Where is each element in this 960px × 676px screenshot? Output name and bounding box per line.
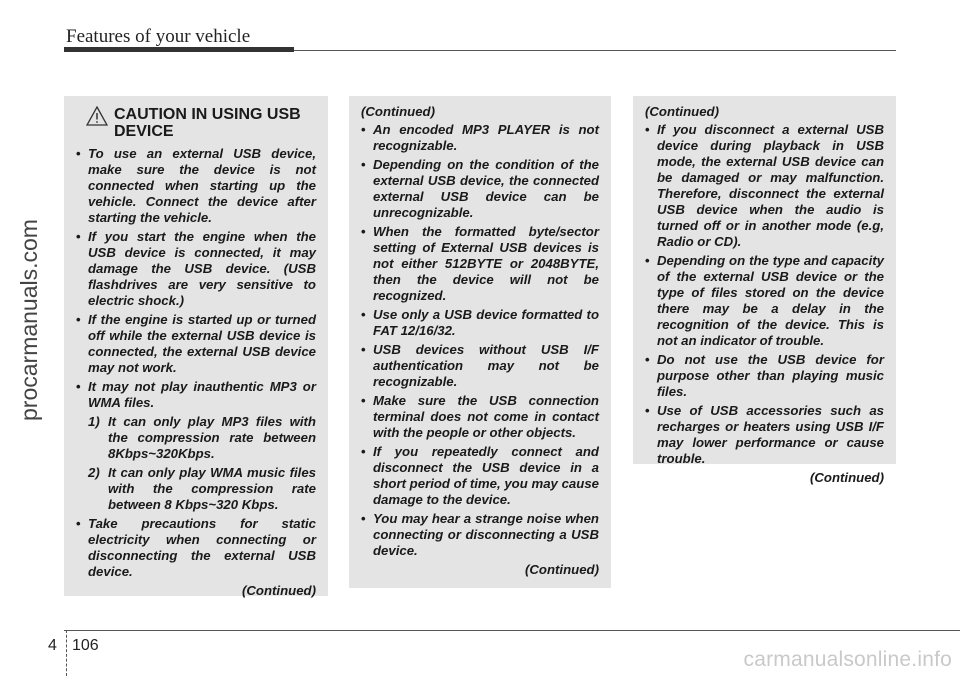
list-item: • Depending on the type and capacity of the external USB device or the type of files stored on the device there may be a delay in the recognition of the device. This is not an indicator of trouble. (645, 253, 884, 349)
caution-box-2 (349, 96, 611, 588)
section-number: 4 (48, 637, 57, 654)
list-item: • You may hear a strange noise when connecting or disconnecting a USB device. (361, 511, 599, 559)
continued-top-label: (Continued) (361, 104, 435, 119)
sub-list-text: It can only play WMA music files with the compression rate between 8 Kbps~320 Kbps. (108, 465, 316, 512)
list-item: • If you start the engine when the USB device is connected, it may damage the USB device. (USB flashdrives are very sensitive to electric shock.) (76, 229, 316, 309)
list-item: • It may not play inauthentic MP3 or WMA files. (76, 379, 316, 411)
caution-list-3 (645, 122, 884, 467)
caution-list-2 (361, 122, 599, 559)
bottom-watermark: carmanualsonline.info (743, 648, 952, 671)
caution-list-1b (76, 516, 316, 580)
footer-rule (64, 630, 960, 631)
sub-list (76, 414, 316, 513)
list-item: • To use an external USB device, make sure the device is not connected when starting up the vehicle. Connect the device after starting the vehicle. (76, 146, 316, 226)
list-item: • Use only a USB device formatted to FAT 12/16/32. (361, 307, 599, 339)
continued-top-label: (Continued) (645, 104, 719, 119)
warning-triangle-icon (86, 106, 108, 126)
list-item: • Make sure the USB connection terminal does not come in contact with the people or other objects. (361, 393, 599, 441)
header-title: Features of your vehicle (66, 26, 251, 47)
page-number: 106 (72, 637, 99, 654)
header-bar (64, 47, 294, 52)
caution-heading (76, 106, 316, 140)
list-item: • Take precautions for static electricity when connecting or disconnecting the external USB device. (76, 516, 316, 580)
list-item: • If the engine is started up or turned off while the external USB device is connected, the external USB device may not work. (76, 312, 316, 376)
list-item: • When the formatted byte/sector setting of External USB devices is not either 512BYTE or 2048BYTE, then the device will not be recognized. (361, 224, 599, 304)
caution-title: CAUTION IN USING USB DEVICE (114, 106, 301, 140)
list-item: • If you repeatedly connect and disconnect the USB device in a short period of time, you may cause damage to the device. (361, 444, 599, 508)
sub-list-number: 2) (88, 465, 100, 480)
list-item: • Do not use the USB device for purpose other than playing music files. (645, 352, 884, 400)
list-item: • If you disconnect a external USB device during playback in USB mode, the external USB device can be damaged or may malfunction. Therefore, disconnect the external USB device when the audio is turned off or in another mode (e.g, Radio or CD). (645, 122, 884, 250)
sub-list-item (76, 414, 316, 462)
continued-label: (Continued) (525, 562, 599, 577)
caution-box-1 (64, 96, 328, 596)
footer-divider (66, 630, 67, 676)
header-rule (294, 50, 896, 51)
list-item: • USB devices without USB I/F authentication may not be recognizable. (361, 342, 599, 390)
sub-list-number: 1) (88, 414, 100, 429)
list-item: • An encoded MP3 PLAYER is not recognizable. (361, 122, 599, 154)
continued-label: (Continued) (242, 583, 316, 598)
sub-list-item (76, 465, 316, 513)
caution-box-3 (633, 96, 896, 485)
sub-list-text: It can only play MP3 files with the compression rate between 8Kbps~320Kbps. (108, 414, 316, 461)
list-item: • Use of USB accessories such as recharges or heaters using USB I/F may lower performance or cause trouble. (645, 403, 884, 467)
continued-label: (Continued) (810, 470, 884, 485)
caution-list-1 (76, 146, 316, 411)
list-item: • Depending on the condition of the external USB device, the connected external USB device can be unrecognizable. (361, 157, 599, 221)
side-watermark: procarmanuals.com (16, 219, 42, 421)
